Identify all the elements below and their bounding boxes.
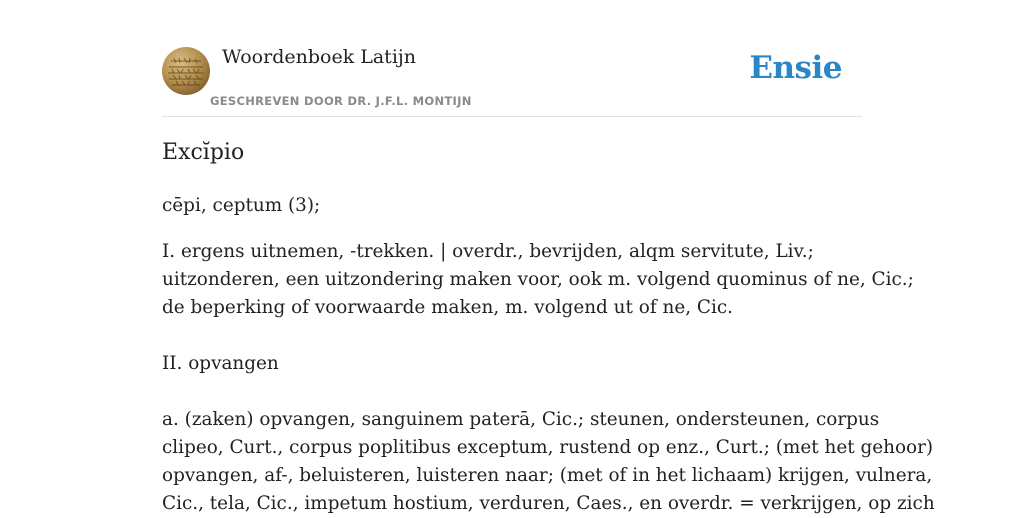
definition-line: Cic., tela, Cic., impetum hostium, verduren, Caes., en overdr. = verkrijgen, op zich <box>162 493 935 514</box>
definition-line: I. ergens uitnemen, -trekken. | overdr., bevrijden, alqm servitute, Liv.; <box>162 241 814 262</box>
entry-content <box>162 192 935 518</box>
definition-line: uitzonderen, een uitzondering maken voor, ook m. volgend quominus of ne, Cic.; <box>162 269 914 290</box>
author-byline: GESCHREVEN DOOR DR. J.F.L. MONTIJN <box>210 94 472 108</box>
definition-line: de beperking of voorwaarde maken, m. volgend ut of ne, Cic. <box>162 297 733 318</box>
site-header <box>162 44 862 117</box>
entry-forms: cēpi, ceptum (3); <box>162 195 321 216</box>
ensie-logo[interactable]: Ensie <box>749 50 842 86</box>
coin-inscription-icon[interactable] <box>162 47 210 95</box>
definition-line: opvangen, af-, beluisteren, luisteren naar; (met of in het lichaam) krijgen, vulnera, <box>162 465 933 486</box>
entry-title: Excĭpio <box>162 140 245 165</box>
dictionary-title[interactable]: Woordenboek Latijn <box>222 46 417 68</box>
definition-line: clipeo, Curt., corpus poplitibus exceptum, rustend op enz., Curt.; (met het gehoor) <box>162 437 934 458</box>
definition-line: a. (zaken) opvangen, sanguinem paterā, Cic.; steunen, ondersteunen, corpus <box>162 409 880 430</box>
section-heading: II. opvangen <box>162 353 279 374</box>
